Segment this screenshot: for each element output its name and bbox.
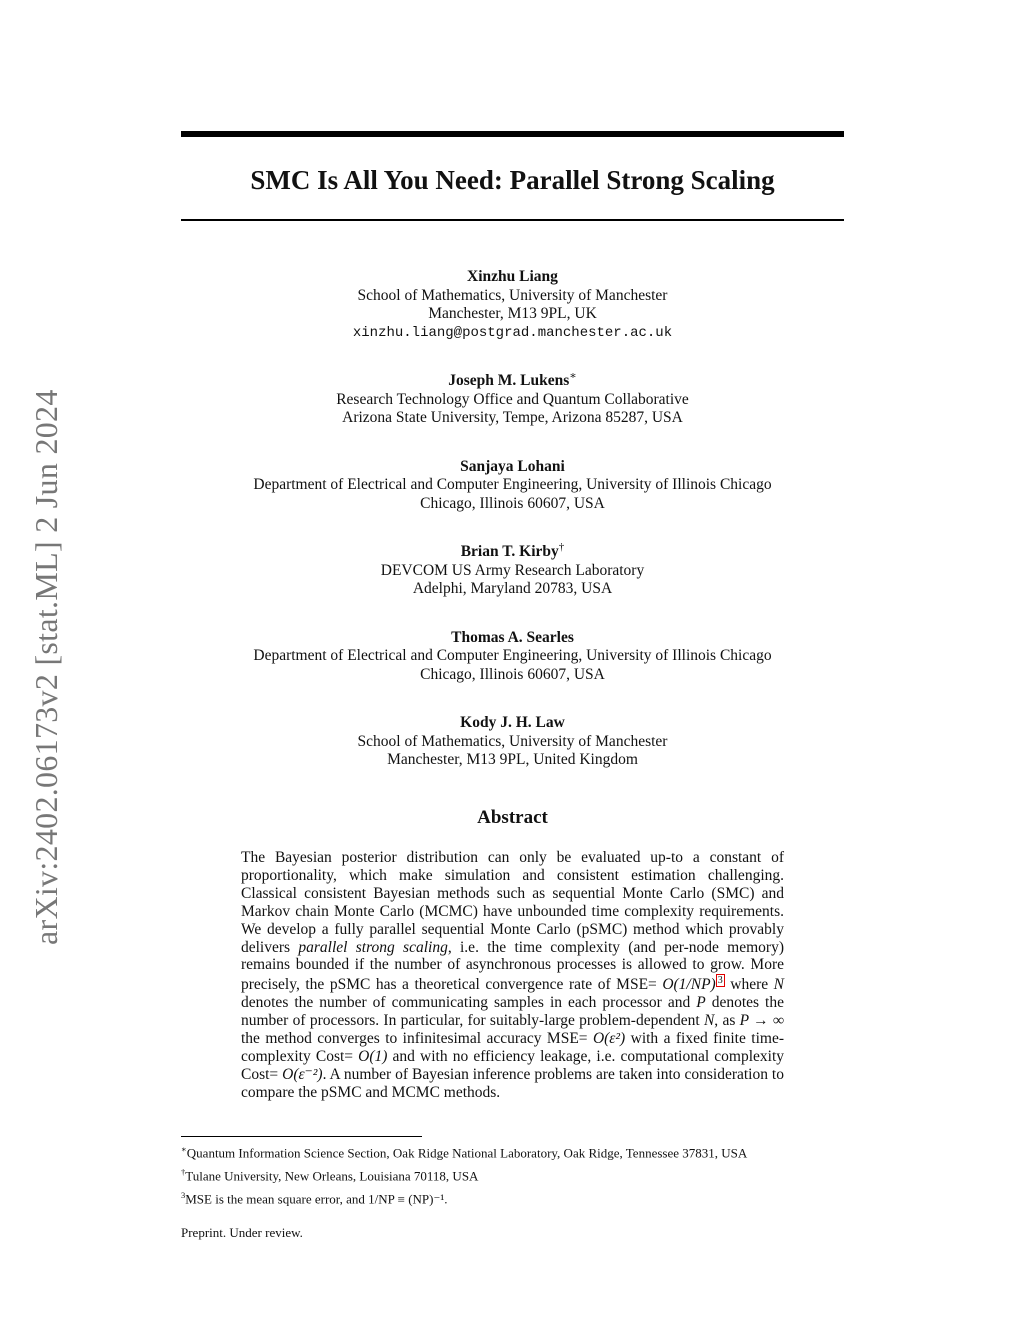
arxiv-identifier[interactable]: arXiv:2402.06173v2 [stat.ML] 2 Jun 2024 <box>28 389 64 945</box>
footnote <box>181 1186 851 1209</box>
abstract-text: The Bayesian posterior distribution can only be evaluated up-to a constant of proportionality, which make simulation and consistent estimation challenging. Classical consistent Bayesian methods such as sequential Monte Carlo (SMC) and Markov chain Monte Carlo (MCMC) have unbounded time complexity requirements. We develop a fully parallel sequential Monte Carlo (pSMC) method which provably delivers <box>241 849 784 956</box>
footnote-mark: ∗ <box>181 1144 187 1154</box>
abstract-text: denotes the number of processors. In particular, for suitably-large problem-dependent <box>241 994 784 1030</box>
author-address: Chicago, Illinois 60607, USA <box>420 494 605 512</box>
author-address: Adelphi, Maryland 20783, USA <box>412 580 613 597</box>
author-footnote-mark: † <box>558 540 565 553</box>
math-symbol: N <box>703 1012 715 1030</box>
footnote-text: MSE is the mean square error, and 1/NP ≡ (NP)⁻¹. <box>185 1190 448 1206</box>
footnote-mark: 3 <box>181 1189 186 1200</box>
footnote-text: Tulane University, New Orleans, Louisiana 70118, USA <box>185 1168 479 1184</box>
abstract-text: the method converges to infinitesimal accuracy MSE= <box>241 1030 593 1048</box>
author-list <box>181 268 844 800</box>
author-name: Thomas A. Searles <box>451 628 574 646</box>
footnote-link[interactable]: 3 <box>717 975 723 987</box>
author-block <box>181 629 844 685</box>
author-block <box>181 369 844 428</box>
author-name: Brian T. Kirby <box>460 543 559 560</box>
author-footnote-mark: ∗ <box>569 369 577 382</box>
author-address: Manchester, M13 9PL, UK <box>428 305 597 322</box>
abstract-text: where <box>724 976 774 994</box>
math-symbol: N <box>773 976 784 994</box>
footnote-text: Quantum Information Science Section, Oak Ridge National Laboratory, Oak Ridge, Tennessee 37831, USA <box>186 1145 748 1161</box>
math-complexity: O(ε⁻²) <box>282 1066 323 1084</box>
footnote <box>181 1163 851 1186</box>
math-symbol: P <box>696 994 706 1012</box>
author-address: Arizona State University, Tempe, Arizona 85287, USA <box>342 409 683 426</box>
author-affiliation: DEVCOM US Army Research Laboratory <box>380 561 645 579</box>
author-block <box>181 268 844 342</box>
paper-title: SMC Is All You Need: Parallel Strong Scaling <box>250 165 775 195</box>
author-block <box>181 714 844 770</box>
abstract-text: , as <box>714 1012 740 1030</box>
author-affiliation: School of Mathematics, University of Manchester <box>357 286 668 304</box>
abstract-text: and with no efficiency leakage, i.e. computational complexity Cost= <box>241 1048 784 1084</box>
math-cost: O(1) <box>358 1048 388 1066</box>
preprint-note: Preprint. Under review. <box>181 1225 303 1240</box>
abstract-body <box>241 849 784 1102</box>
footnote-rule <box>181 1136 422 1137</box>
author-address: Manchester, M13 9PL, United Kingdom <box>387 751 638 768</box>
author-name: Kody J. H. Law <box>460 714 565 731</box>
abstract-emphasis: parallel strong scaling <box>298 938 448 956</box>
author-email[interactable]: xinzhu.liang@postgrad.manchester.ac.uk <box>352 324 673 341</box>
math-accuracy: O(ε²) <box>592 1030 626 1048</box>
author-address: Chicago, Illinois 60607, USA <box>420 665 605 683</box>
author-affiliation: School of Mathematics, University of Manchester <box>357 732 668 750</box>
abstract-text: , i.e. the time complexity (and per-node memory) remains bounded if the number of asynchronous processes is allowed to grow. More precisely, the pSMC has a theoretical convergence rate of MSE= <box>241 938 784 994</box>
footnote-mark: † <box>181 1166 186 1177</box>
abstract-text: . A number of Bayesian inference problems are taken into consideration to compare the pSMC and MCMC methods. <box>241 1066 784 1101</box>
title-bottom-rule <box>181 219 844 221</box>
title-top-rule <box>181 131 844 137</box>
footnotes <box>181 1140 851 1208</box>
author-affiliation: Department of Electrical and Computer Engineering, University of Illinois Chicago <box>253 647 772 664</box>
author-block <box>181 540 844 599</box>
footnote <box>181 1140 851 1163</box>
math-limit: P → ∞ <box>739 1012 784 1030</box>
author-block <box>181 458 844 514</box>
author-affiliation: Research Technology Office and Quantum Collaborative <box>336 390 689 408</box>
author-name: Xinzhu Liang <box>467 268 558 285</box>
author-name: Sanjaya Lohani <box>460 457 565 475</box>
author-name: Joseph M. Lukens <box>448 372 570 389</box>
author-affiliation: Department of Electrical and Computer Engineering, University of Illinois Chicago <box>253 476 772 493</box>
abstract-text: denotes the number of communicating samples in each processor and <box>241 994 697 1012</box>
abstract-heading: Abstract <box>477 807 548 828</box>
abstract-text: with a fixed finite time-complexity Cost= <box>241 1030 784 1066</box>
math-convergence-rate: O(1/NP) <box>662 976 716 994</box>
